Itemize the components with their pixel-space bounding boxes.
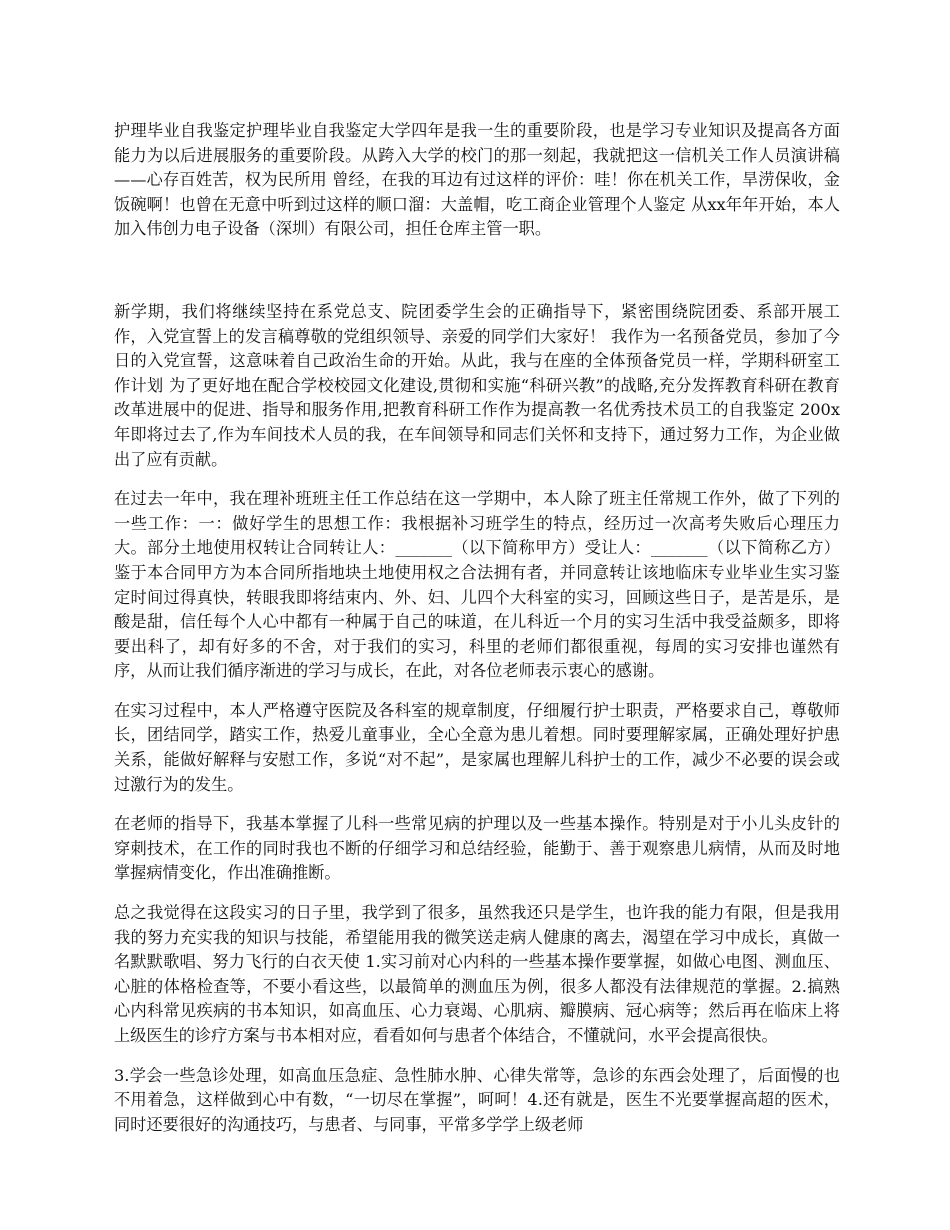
paragraph-6: 总之我觉得在这段实习的日子里，我学到了很多，虽然我还只是学生，也许我的能力有限，但是我用我的努力充实我的知识与技能，希望能用我的微笑送走病人健康的离去，渴望在学习中成长，真做一名默默歌唱、努力飞行的白衣天使 1.实习前对心内科的一些基本操作要掌握，如做心电图、测血压、心脏的体格检查等，不要小看这些，以最简单的测血压为例，很多人都没有法律规范的掌握。2.搞熟心内科常见疾病的书本知识，如高血压、心力衰竭、心肌病、瓣膜病、冠心病等；然后再在临床上将上级医生的诊疗方案与书本相对应，看看如何与患者个体结合，不懂就问，水平会提高很快。 <box>114 903 840 1045</box>
paragraph-4: 在实习过程中，本人严格遵守医院及各科室的规章制度，仔细履行护士职责，严格要求自己，尊敬师长，团结同学，踏实工作，热爱儿童事业，全心全意为患儿着想。同时要理解家属，正确处理好护患关系，能做好解释与安慰工作，多说“对不起”，是家属也理解儿科护士的工作，减少不必要的误会或过激行为的发生。 <box>114 700 840 794</box>
paragraph-2: 新学期，我们将继续坚持在系党总支、院团委学生会的正确指导下，紧密围绕院团委、系部开展工作，入党宣誓上的发言稿尊敬的党组织领导、亲爱的同学们大家好！ 我作为一名预备党员，参加了今日的入党宣誓，这意味着自己政治生命的开始。从此，我与在座的全体预备党员一样，学期科研室工作计划 为了更好地在配合学校校园文化建设,贯彻和实施“科研兴教”的战略,充分发挥教育科研在教育改革进展中的促进、指导和服务作用,把教育科研工作作为提高教一名优秀技术员工的自我鉴定 200x年即将过去了,作为车间技术人员的我，在车间领导和同志们关怀和支持下，通过努力工作，为企业做出了应有贡献。 <box>114 301 840 469</box>
paragraph-7: 3.学会一些急诊处理，如高血压急症、急性肺水肿、心律失常等，急诊的东西会处理了，后面慢的也不用着急，这样做到心中有数，“一切尽在掌握”，呵呵！4.还有就是，医生不光要掌握高超的医术，同时还要很好的沟通技巧，与患者、与同事，平常多学学上级老师 <box>114 1065 840 1134</box>
paragraph-3: 在过去一年中，我在理补班班主任工作总结在这一学期中，本人除了班主任常规工作外，做了下列的一些工作：一：做好学生的思想工作：我根据补习班学生的特点，经历过一次高考失败后心理压力大。部分土地使用权转让合同转让人：_______（以下简称甲方）受让人：_______（以下简称乙方）鉴于本合同甲方为本合同所指地块土地使用权之合法拥有者，并同意转让该地临床专业毕业生实习鉴定时间过得真快，转眼我即将结束内、外、妇、儿四个大科室的实习，回顾这些日子，是苦是乐，是酸是甜，信任每个人心中都有一种属于自己的味道，在儿科近一个月的实习生活中我受益颇多，即将要出科了，却有好多的不舍，对于我们的实习，科里的老师们都很重视，每周的实习安排也谨然有序，从而让我们循序渐进的学习与成长，在此，对各位老师表示衷心的感谢。 <box>114 489 840 681</box>
document-body <box>114 119 840 1152</box>
paragraph-1: 护理毕业自我鉴定护理毕业自我鉴定大学四年是我一生的重要阶段，也是学习专业知识及提高各方面能力为以后进展服务的重要阶段。从跨入大学的校门的那一刻起，我就把这一信机关工作人员演讲稿——心存百姓苦，权为民所用 曾经，在我的耳边有过这样的评价：哇！你在机关工作，旱涝保收，金饭碗啊！也曾在无意中听到过这样的顺口溜：大盖帽，吃工商企业管理个人鉴定 从xx年年开始，本人加入伟创力电子设备（深圳）有限公司，担任仓库主管一职。 <box>114 121 840 239</box>
paragraph-5: 在老师的指导下，我基本掌握了儿科一些常见病的护理以及一些基本操作。特别是对于小儿头皮针的穿刺技术，在工作的同时我也不断的仔细学习和总结经验，能勤于、善于观察患儿病情，从而及时地掌握病情变化，作出准确推断。 <box>114 814 840 883</box>
